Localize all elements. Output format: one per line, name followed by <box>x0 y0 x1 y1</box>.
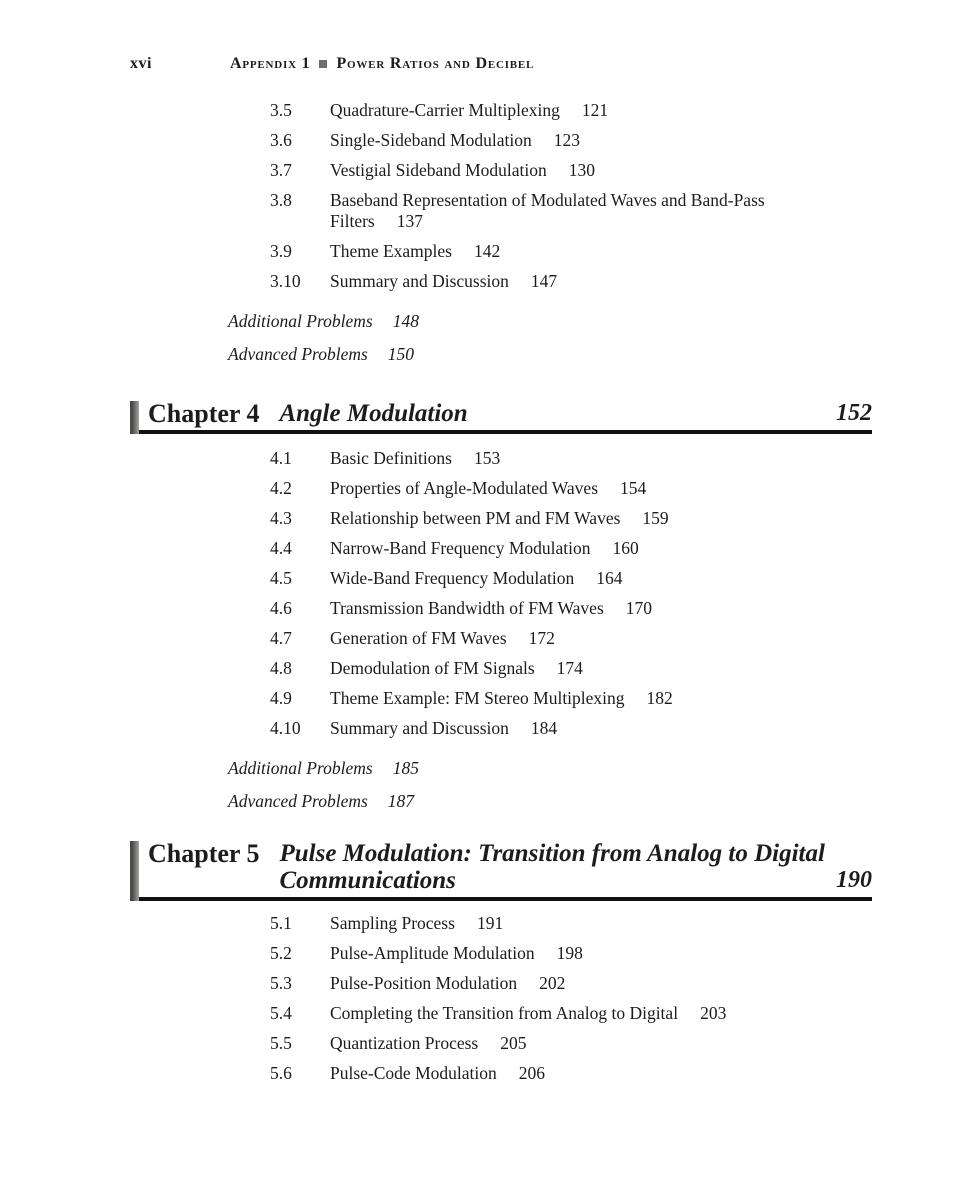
section-title: Baseband Representation of Modulated Waves and Band-Pass Filters <box>330 190 765 231</box>
chapter-heading-bar <box>130 841 139 901</box>
problems-row <box>228 311 960 332</box>
section-page-number: 142 <box>473 241 501 261</box>
section-page-number: 160 <box>612 538 639 558</box>
section-number: 5.1 <box>270 913 292 933</box>
toc-section-row <box>270 241 960 262</box>
toc-section-row <box>270 1033 960 1054</box>
toc-section-row <box>270 100 960 121</box>
section-page-number: 191 <box>476 913 504 933</box>
section-text <box>330 448 500 469</box>
section-number: 3.10 <box>270 271 301 291</box>
section-title: Quantization Process <box>330 1033 479 1053</box>
problems-page-number: 150 <box>387 344 415 364</box>
toc-section-row <box>270 913 960 934</box>
chapter3-section-list <box>0 100 960 292</box>
toc-section-row <box>270 448 960 469</box>
section-title: Generation of FM Waves <box>330 628 507 648</box>
problems-label: Additional Problems <box>228 758 373 778</box>
chapter-title-line: Pulse Modulation: Transition from Analog to Digital <box>279 840 825 867</box>
section-page-number: 137 <box>396 211 423 231</box>
section-text <box>330 568 623 589</box>
section-page-number: 123 <box>553 130 580 150</box>
section-text <box>330 1003 726 1024</box>
appendix-label: Appendix 1 <box>230 55 311 72</box>
chapter-title <box>279 400 467 427</box>
section-text <box>330 130 580 151</box>
problems-page-number: 185 <box>392 758 419 778</box>
toc-section-row <box>270 478 960 499</box>
section-text <box>330 190 808 232</box>
problems-label: Advanced Problems <box>228 344 368 364</box>
section-number: 5.5 <box>270 1033 292 1053</box>
section-number: 4.9 <box>270 688 292 708</box>
section-text <box>330 658 583 679</box>
section-page-number: 174 <box>556 658 583 678</box>
chapter-title <box>279 840 824 894</box>
section-text <box>330 943 583 964</box>
section-text <box>330 271 557 292</box>
section-text <box>330 538 639 559</box>
toc-section-row <box>270 1003 960 1024</box>
section-title: Single-Sideband Modulation <box>330 130 532 150</box>
section-page-number: 198 <box>556 943 583 963</box>
section-title: Demodulation of FM Signals <box>330 658 535 678</box>
section-text <box>330 508 669 529</box>
section-number: 4.7 <box>270 628 292 648</box>
section-page-number: 130 <box>568 160 596 180</box>
section-number: 3.5 <box>270 100 292 120</box>
section-page-number: 121 <box>581 100 609 120</box>
chapter4-section-list <box>0 448 960 739</box>
section-title: Wide-Band Frequency Modulation <box>330 568 575 588</box>
section-title: Narrow-Band Frequency Modulation <box>330 538 591 558</box>
section-number: 3.6 <box>270 130 292 150</box>
section-title: Theme Examples <box>330 241 452 261</box>
section-number: 3.9 <box>270 241 292 261</box>
chapter-title-line: Angle Modulation <box>279 400 468 427</box>
section-text <box>330 241 500 262</box>
section-title: Pulse-Amplitude Modulation <box>330 943 535 963</box>
chapter5-section-list <box>0 913 960 1084</box>
section-title: Properties of Angle-Modulated Waves <box>330 478 599 498</box>
chapter-label: Chapter 4 <box>148 399 260 428</box>
section-title: Pulse-Position Modulation <box>330 973 518 993</box>
section-number: 3.8 <box>270 190 292 210</box>
chapter-title-line: Communications <box>279 867 456 894</box>
section-title: Sampling Process <box>330 913 455 933</box>
section-title: Pulse-Code Modulation <box>330 1063 497 1083</box>
square-bullet-icon <box>319 60 327 68</box>
section-page-number: 153 <box>474 448 501 468</box>
chapter4-heading <box>130 398 872 434</box>
section-page-number: 182 <box>646 688 673 708</box>
section-text <box>330 718 557 739</box>
page-folio: xvi <box>130 55 152 72</box>
chapter4-problems-list <box>0 758 960 812</box>
section-number: 5.4 <box>270 1003 292 1023</box>
section-number: 4.1 <box>270 448 292 468</box>
section-text <box>330 100 608 121</box>
section-title: Relationship between PM and FM Waves <box>330 508 621 528</box>
section-page-number: 159 <box>642 508 669 528</box>
running-head-title: Power Ratios and Decibel <box>336 55 535 72</box>
section-page-number: 202 <box>539 973 566 993</box>
toc-section-row <box>270 973 960 994</box>
chapter3-problems-list <box>0 311 960 365</box>
section-text <box>330 1063 545 1084</box>
section-page-number: 147 <box>530 271 558 291</box>
section-title: Summary and Discussion <box>330 271 509 291</box>
section-page-number: 206 <box>518 1063 545 1083</box>
section-text <box>330 913 503 934</box>
section-number: 4.6 <box>270 598 292 618</box>
problems-row <box>228 791 960 812</box>
chapter-label: Chapter 5 <box>148 839 260 868</box>
toc-section-row <box>270 508 960 529</box>
section-text <box>330 688 673 709</box>
toc-section-row <box>270 943 960 964</box>
chapter-page-number: 152 <box>836 400 872 426</box>
section-page-number: 154 <box>620 478 647 498</box>
section-number: 4.3 <box>270 508 292 528</box>
section-page-number: 164 <box>596 568 623 588</box>
section-title: Transmission Bandwidth of FM Waves <box>330 598 604 618</box>
toc-section-row <box>270 568 960 589</box>
section-number: 5.6 <box>270 1063 292 1083</box>
section-text <box>330 598 652 619</box>
section-number: 4.5 <box>270 568 292 588</box>
toc-section-row <box>270 628 960 649</box>
running-head <box>130 54 960 74</box>
section-number: 4.10 <box>270 718 301 738</box>
toc-section-row <box>270 160 960 181</box>
problems-label: Advanced Problems <box>228 791 368 811</box>
toc-section-row <box>270 271 960 292</box>
section-title: Quadrature-Carrier Multiplexing <box>330 100 560 120</box>
toc-section-row <box>270 538 960 559</box>
chapter5-heading <box>130 838 872 901</box>
section-text <box>330 478 646 499</box>
section-page-number: 184 <box>530 718 558 738</box>
section-title: Summary and Discussion <box>330 718 509 738</box>
toc-section-row <box>270 688 960 709</box>
section-title: Completing the Transition from Analog to Digital <box>330 1003 679 1023</box>
section-number: 4.2 <box>270 478 292 498</box>
section-text <box>330 628 555 649</box>
section-title: Basic Definitions <box>330 448 452 468</box>
section-number: 3.7 <box>270 160 292 180</box>
section-number: 4.4 <box>270 538 292 558</box>
toc-section-row <box>270 598 960 619</box>
section-title: Vestigial Sideband Modulation <box>330 160 547 180</box>
problems-row <box>228 344 960 365</box>
problems-label: Additional Problems <box>228 311 373 331</box>
problems-page-number: 187 <box>387 791 415 811</box>
section-text <box>330 160 595 181</box>
toc-section-row <box>270 658 960 679</box>
problems-page-number: 148 <box>392 311 419 331</box>
section-page-number: 170 <box>625 598 653 618</box>
toc-section-row <box>270 1063 960 1084</box>
section-page-number: 203 <box>700 1003 727 1023</box>
section-number: 5.2 <box>270 943 292 963</box>
section-page-number: 205 <box>500 1033 527 1053</box>
chapter-heading-bar <box>130 401 139 434</box>
section-title: Theme Example: FM Stereo Multiplexing <box>330 688 625 708</box>
section-text <box>330 973 565 994</box>
section-page-number: 172 <box>528 628 555 648</box>
toc-section-row <box>270 718 960 739</box>
section-number: 4.8 <box>270 658 292 678</box>
toc-section-row <box>270 130 960 151</box>
section-text <box>330 1033 526 1054</box>
problems-row <box>228 758 960 779</box>
section-number: 5.3 <box>270 973 292 993</box>
toc-section-row <box>270 190 960 232</box>
chapter-page-number: 190 <box>836 867 872 893</box>
